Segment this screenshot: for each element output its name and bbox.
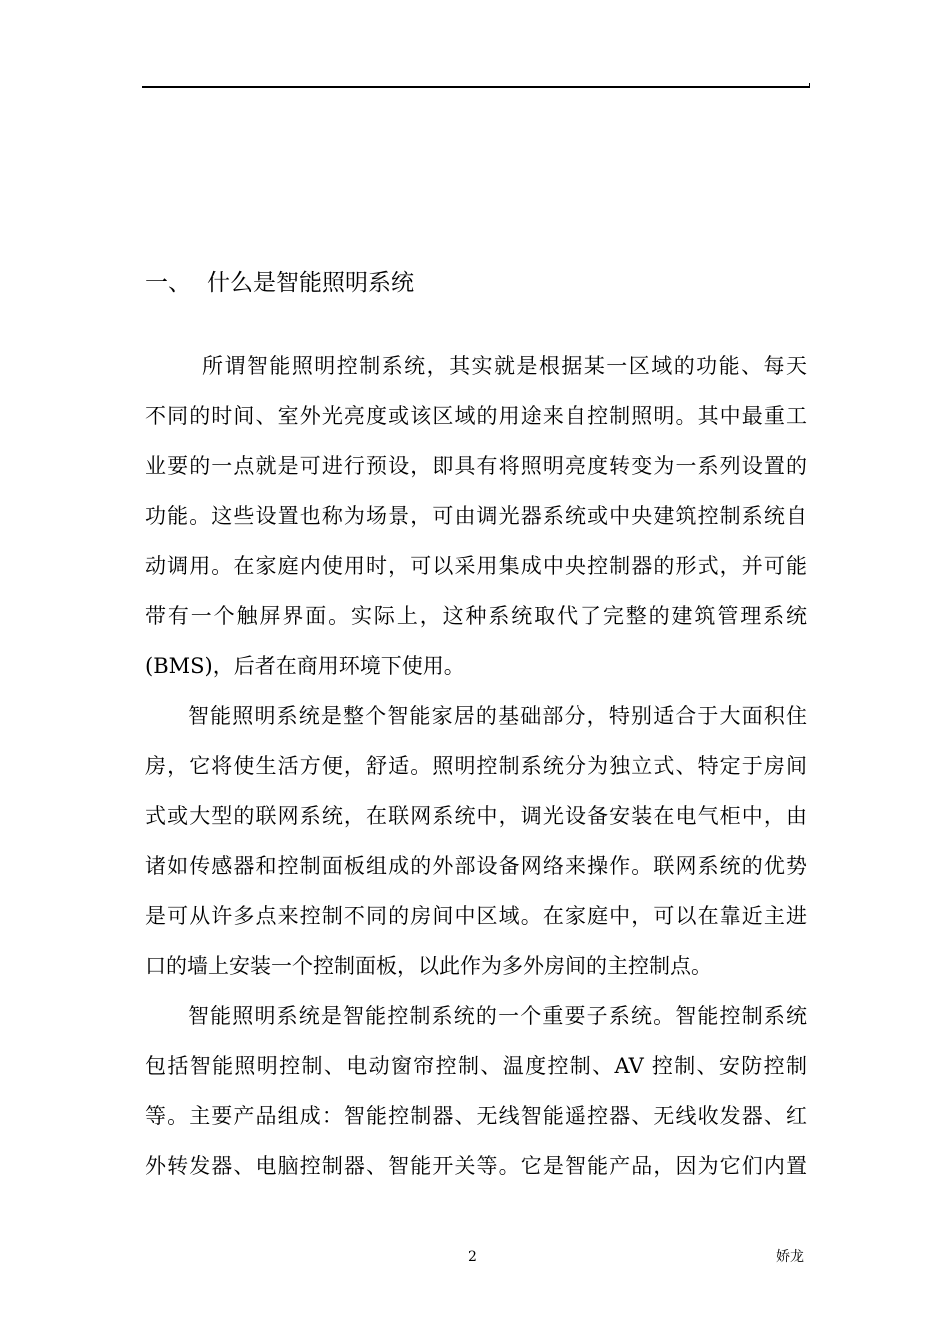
paragraph-3-line-4: 外转发器、电脑控制器、智能开关等。它是智能产品，因为它们内置	[145, 1154, 807, 1178]
paragraph-2-line-5: 是可从许多点来控制不同的房间中区域。在家庭中，可以在靠近主进	[145, 904, 807, 928]
paragraph-1-line-1: 所谓智能照明控制系统，其实就是根据某一区域的功能、每天	[202, 354, 807, 378]
section-heading	[145, 265, 414, 301]
paragraph-1-line-4: 功能。这些设置也称为场景，可由调光器系统或中央建筑控制系统自	[145, 504, 807, 528]
page-number: 2	[468, 1249, 477, 1265]
paragraph-3-line-3: 等。主要产品组成：智能控制器、无线智能遥控器、无线收发器、红	[145, 1104, 807, 1128]
paragraph-2-line-1: 智能照明系统是整个智能家居的基础部分，特别适合于大面积住	[188, 704, 807, 728]
paragraph-1-line-5: 动调用。在家庭内使用时，可以采用集成中央控制器的形式，并可能	[145, 554, 807, 578]
section-title: 什么是智能照明系统	[207, 270, 414, 296]
footer-author: 娇龙	[776, 1249, 804, 1265]
paragraph-3-line-1: 智能照明系统是智能控制系统的一个重要子系统。智能控制系统	[188, 1004, 807, 1028]
header-rule-mark	[809, 83, 810, 88]
paragraph-1-line-7: (BMS)，后者在商用环境下使用。	[145, 654, 465, 678]
paragraph-2-line-3: 式或大型的联网系统，在联网系统中，调光设备安装在电气柜中，由	[145, 804, 807, 828]
paragraph-1-line-6: 带有一个触屏界面。实际上，这种系统取代了完整的建筑管理系统	[145, 604, 807, 628]
paragraph-2-line-4: 诸如传感器和控制面板组成的外部设备网络来操作。联网系统的优势	[145, 854, 807, 878]
section-number: 一、	[145, 270, 191, 296]
paragraph-2-line-6: 口的墙上安装一个控制面板，以此作为多外房间的主控制点。	[145, 954, 712, 978]
header-rule	[142, 86, 810, 88]
paragraph-1-line-3: 业要的一点就是可进行预设，即具有将照明亮度转变为一系列设置的	[145, 454, 807, 478]
paragraph-1-line-2: 不同的时间、室外光亮度或该区域的用途来自控制照明。其中最重工	[145, 404, 807, 428]
paragraph-3-line-2: 包括智能照明控制、电动窗帘控制、温度控制、AV 控制、安防控制	[145, 1054, 807, 1078]
paragraph-2-line-2: 房，它将使生活方便，舒适。照明控制系统分为独立式、特定于房间	[145, 754, 807, 778]
